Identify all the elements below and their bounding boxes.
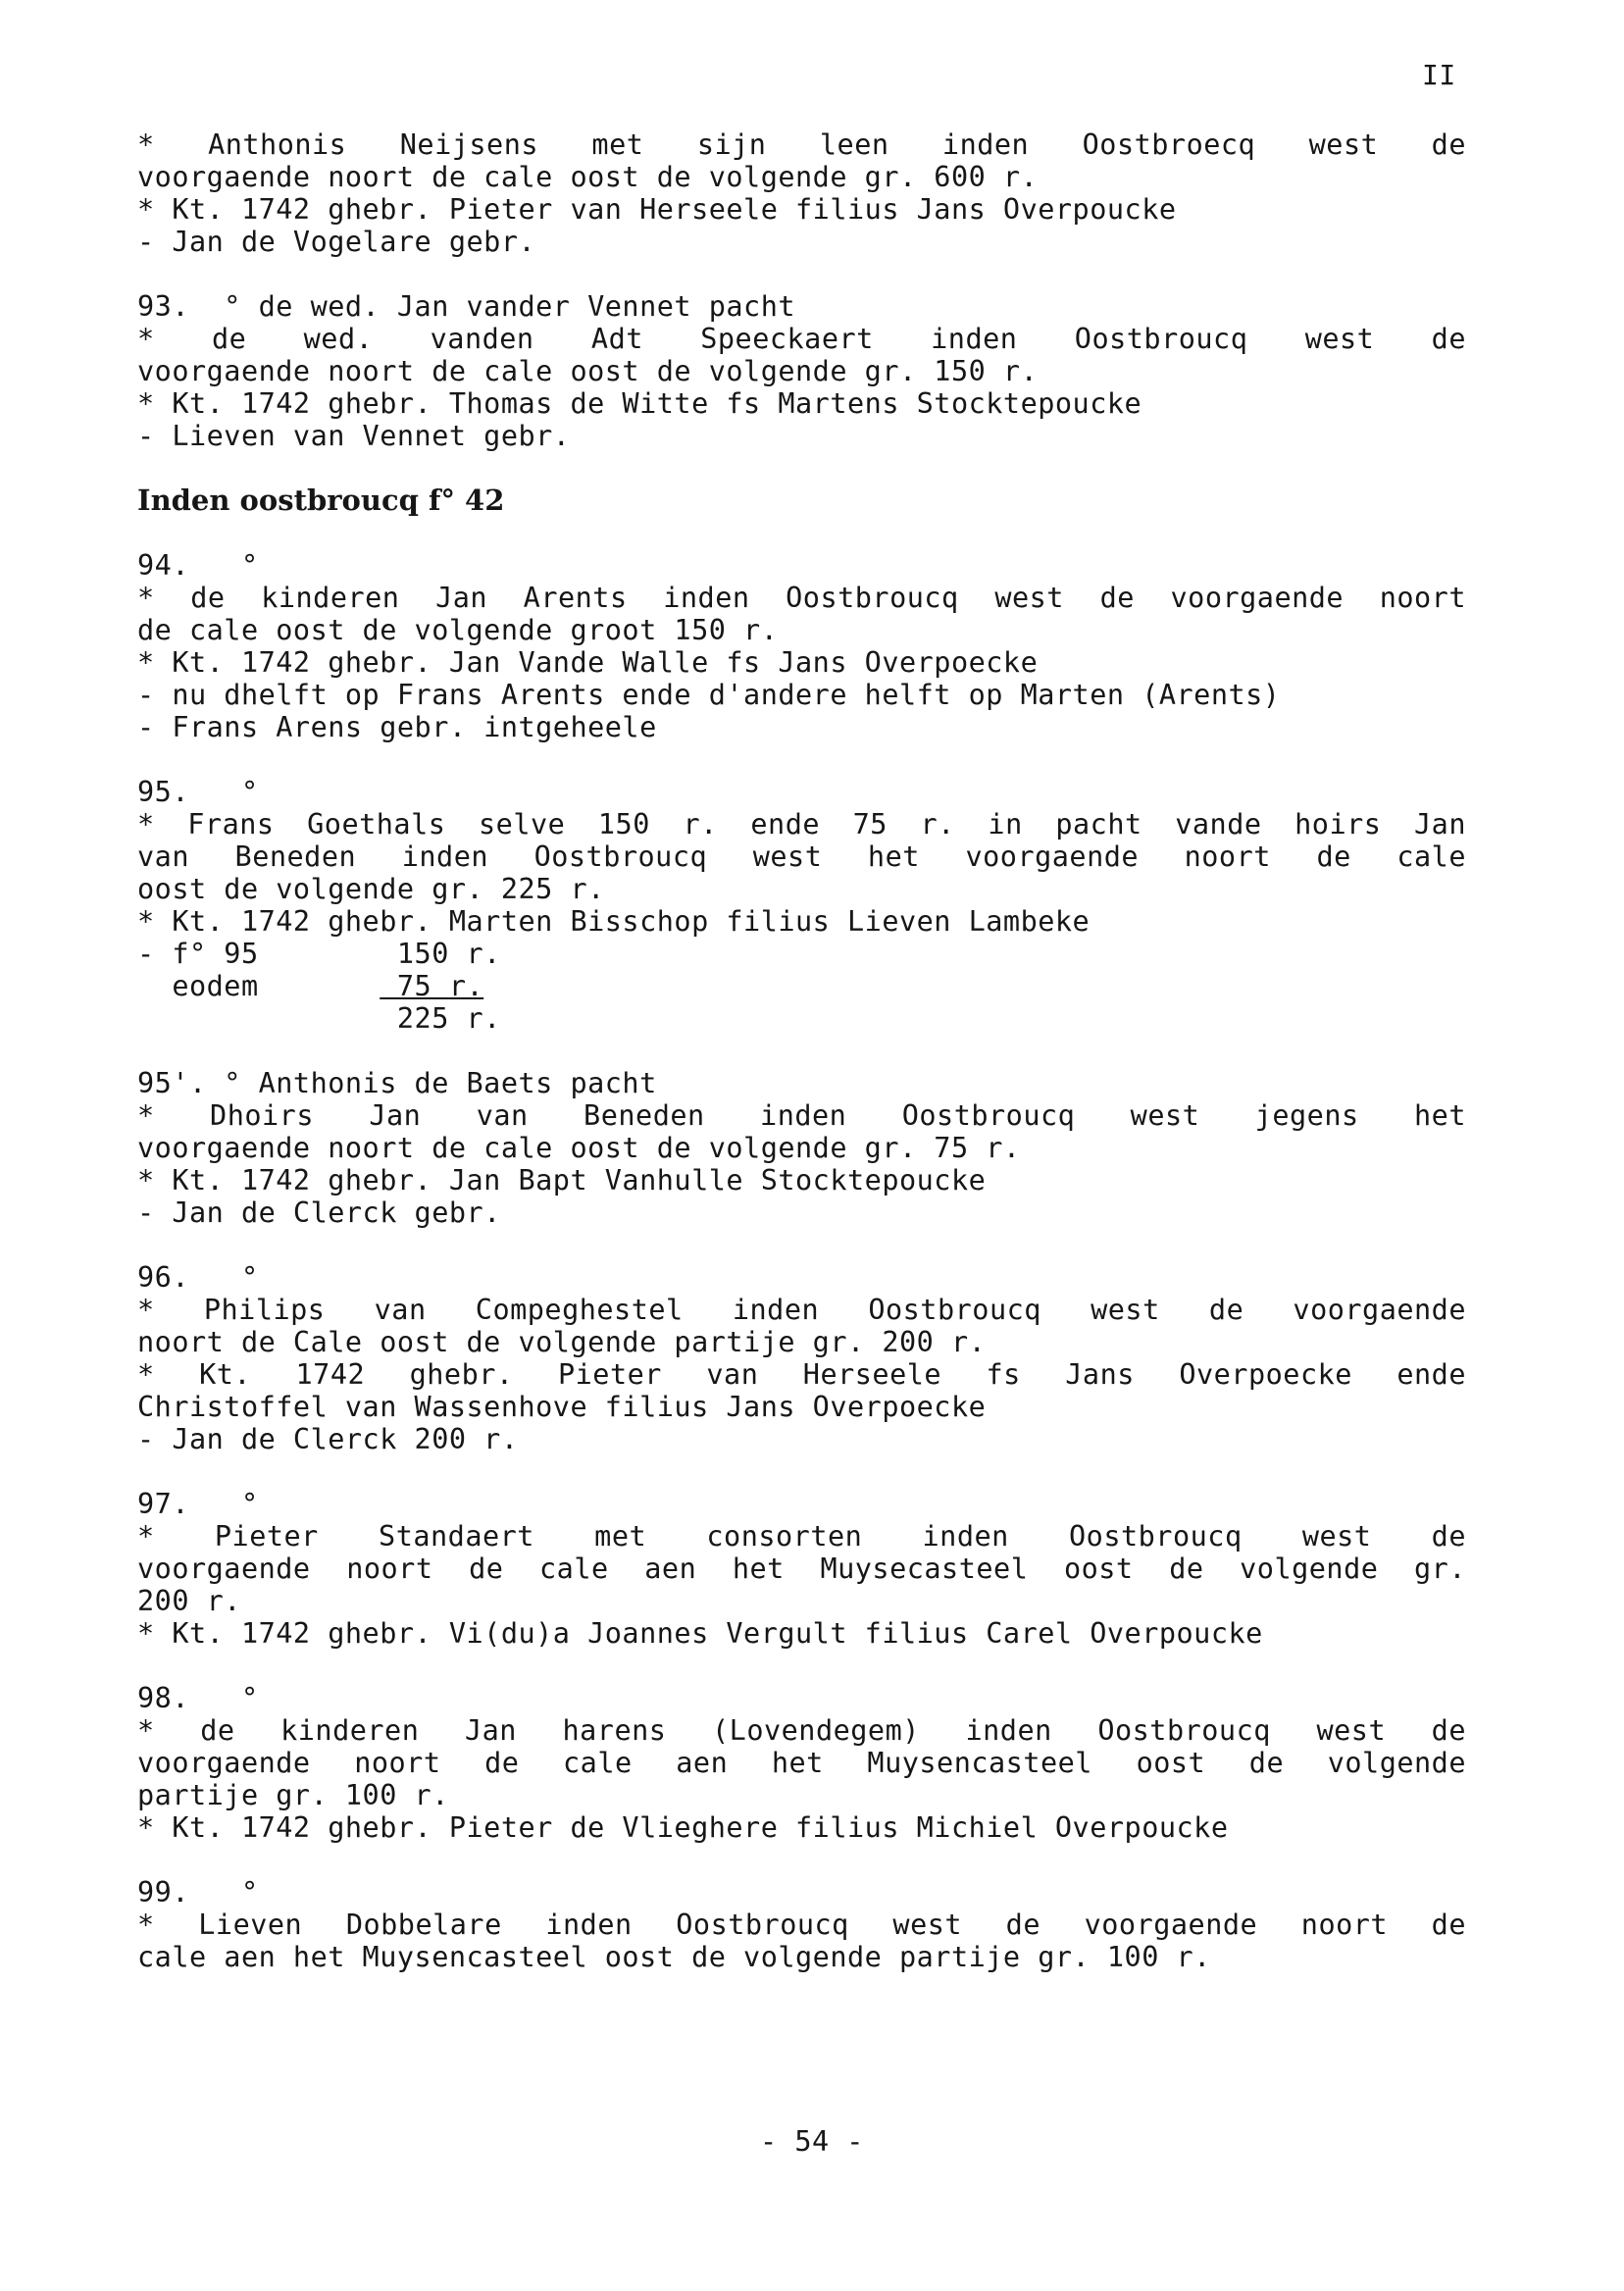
total-line: 225 r. xyxy=(137,1002,501,1035)
page-number: - 54 - xyxy=(760,2125,864,2158)
text-line: oost de volgende gr. 225 r. xyxy=(137,873,605,905)
text-line: * Kt. 1742 ghebr. Thomas de Witte fs Martens Stocktepoucke xyxy=(137,387,1142,420)
entry-number-line: 96. ° xyxy=(137,1261,259,1294)
eodem-line xyxy=(137,970,1466,1002)
text-line: - Jan de Clerck gebr. xyxy=(137,1196,501,1229)
spacer xyxy=(137,1035,1466,1067)
entry-block xyxy=(137,1261,1466,1455)
section-heading: Inden oostbroucq f° 42 xyxy=(137,484,505,517)
text-line: * Kt. 1742 ghebr. Jan Vande Walle fs Jans Overpoecke xyxy=(137,646,1039,679)
text-line: * Kt. 1742 ghebr. Jan Bapt Vanhulle Stocktepoucke xyxy=(137,1164,987,1196)
entry-number-line: 93. ° de wed. Jan vander Vennet pacht xyxy=(137,290,796,323)
text-line: voorgaende noort de cale oost de volgende gr. 75 r. xyxy=(137,1132,1021,1164)
text-line: * Kt. 1742 ghebr. Pieter van Herseele fs Jans Overpoecke ende xyxy=(137,1358,1466,1391)
text-line: * Frans Goethals selve 150 r. ende 75 r. in pacht vande hoirs Jan xyxy=(137,808,1466,840)
entry-number-line: 99. ° xyxy=(137,1876,259,1909)
text-line: voorgaende noort de cale aen het Muysecasteel oost de volgende gr. xyxy=(137,1553,1466,1585)
text-line: partije gr. 100 r. xyxy=(137,1779,449,1811)
spacer xyxy=(137,743,1466,776)
text-line: - Frans Arens gebr. intgeheele xyxy=(137,711,657,743)
spacer xyxy=(137,1455,1466,1488)
text-line: - Lieven van Vennet gebr. xyxy=(137,420,571,452)
text-line: 200 r. xyxy=(137,1585,241,1617)
text-line: * Kt. 1742 ghebr. Marten Bisschop filius Lieven Lambeke xyxy=(137,905,1091,938)
entry-block xyxy=(137,776,1466,1035)
text-line: * de kinderen Jan harens (Lovendegem) inden Oostbroucq west de xyxy=(137,1714,1466,1747)
text-line: * Kt. 1742 ghebr. Pieter van Herseele filius Jans Overpoucke xyxy=(137,193,1177,226)
text-line: van Beneden inden Oostbroucq west het voorgaende noort de cale xyxy=(137,840,1466,873)
entry-number-line: 95'. ° Anthonis de Baets pacht xyxy=(137,1067,657,1099)
text-line: * de wed. vanden Adt Speeckaert inden Oostbroucq west de xyxy=(137,323,1466,355)
text-line: Christoffel van Wassenhove filius Jans Overpoecke xyxy=(137,1391,987,1423)
entry-number-line: 97. ° xyxy=(137,1488,259,1520)
document-body xyxy=(137,128,1466,1973)
entry-block xyxy=(137,128,1466,258)
text-line: - nu dhelft op Frans Arents ende d'andere helft op Marten (Arents) xyxy=(137,679,1281,711)
entry-block xyxy=(137,549,1466,743)
spacer xyxy=(137,1650,1466,1682)
section-mark: II xyxy=(1422,59,1456,91)
text-line: noort de Cale oost de volgende partije gr. 200 r. xyxy=(137,1326,987,1358)
text-line: * Dhoirs Jan van Beneden inden Oostbroucq west jegens het xyxy=(137,1099,1466,1132)
text-line: * de kinderen Jan Arents inden Oostbroucq west de voorgaende noort xyxy=(137,582,1466,614)
text-line: * Pieter Standaert met consorten inden Oostbroucq west de xyxy=(137,1520,1466,1553)
text-line: * Lieven Dobbelare inden Oostbroucq west de voorgaende noort de xyxy=(137,1909,1466,1941)
entry-block xyxy=(137,1876,1466,1973)
spacer xyxy=(137,452,1466,484)
text-line: * Kt. 1742 ghebr. Pieter de Vlieghere filius Michiel Overpoucke xyxy=(137,1811,1229,1844)
text-line: * Philips van Compeghestel inden Oostbroucq west de voorgaende xyxy=(137,1294,1466,1326)
entry-block xyxy=(137,1067,1466,1229)
spacer xyxy=(137,1229,1466,1261)
text-line: de cale oost de volgende groot 150 r. xyxy=(137,614,779,646)
text-line: * Kt. 1742 ghebr. Vi(du)a Joannes Vergult filius Carel Overpoucke xyxy=(137,1617,1263,1650)
entry-number-line: 94. ° xyxy=(137,549,259,582)
entry-block xyxy=(137,1682,1466,1844)
text-line: voorgaende noort de cale oost de volgende gr. 150 r. xyxy=(137,355,1039,387)
spacer xyxy=(137,258,1466,290)
entry-number-line: 98. ° xyxy=(137,1682,259,1714)
text-line: voorgaende noort de cale oost de volgende gr. 600 r. xyxy=(137,161,1039,193)
underlined-amount: 75 r. xyxy=(380,970,484,1002)
text-line: voorgaende noort de cale aen het Muysencasteel oost de volgende xyxy=(137,1747,1466,1779)
text-line: - Jan de Vogelare gebr. xyxy=(137,226,536,258)
spacer xyxy=(137,1844,1466,1876)
eodem-label: eodem xyxy=(137,970,259,1002)
text-line: - f° 95 150 r. xyxy=(137,938,501,970)
text-line: cale aen het Muysencasteel oost de volgende partije gr. 100 r. xyxy=(137,1941,1211,1973)
pad xyxy=(259,970,381,1002)
entry-block xyxy=(137,290,1466,452)
text-line: - Jan de Clerck 200 r. xyxy=(137,1423,519,1455)
spacer xyxy=(137,517,1466,549)
text-line: * Anthonis Neijsens met sijn leen inden Oostbroecq west de xyxy=(137,128,1466,161)
entry-number-line: 95. ° xyxy=(137,776,259,808)
entry-block xyxy=(137,1488,1466,1650)
